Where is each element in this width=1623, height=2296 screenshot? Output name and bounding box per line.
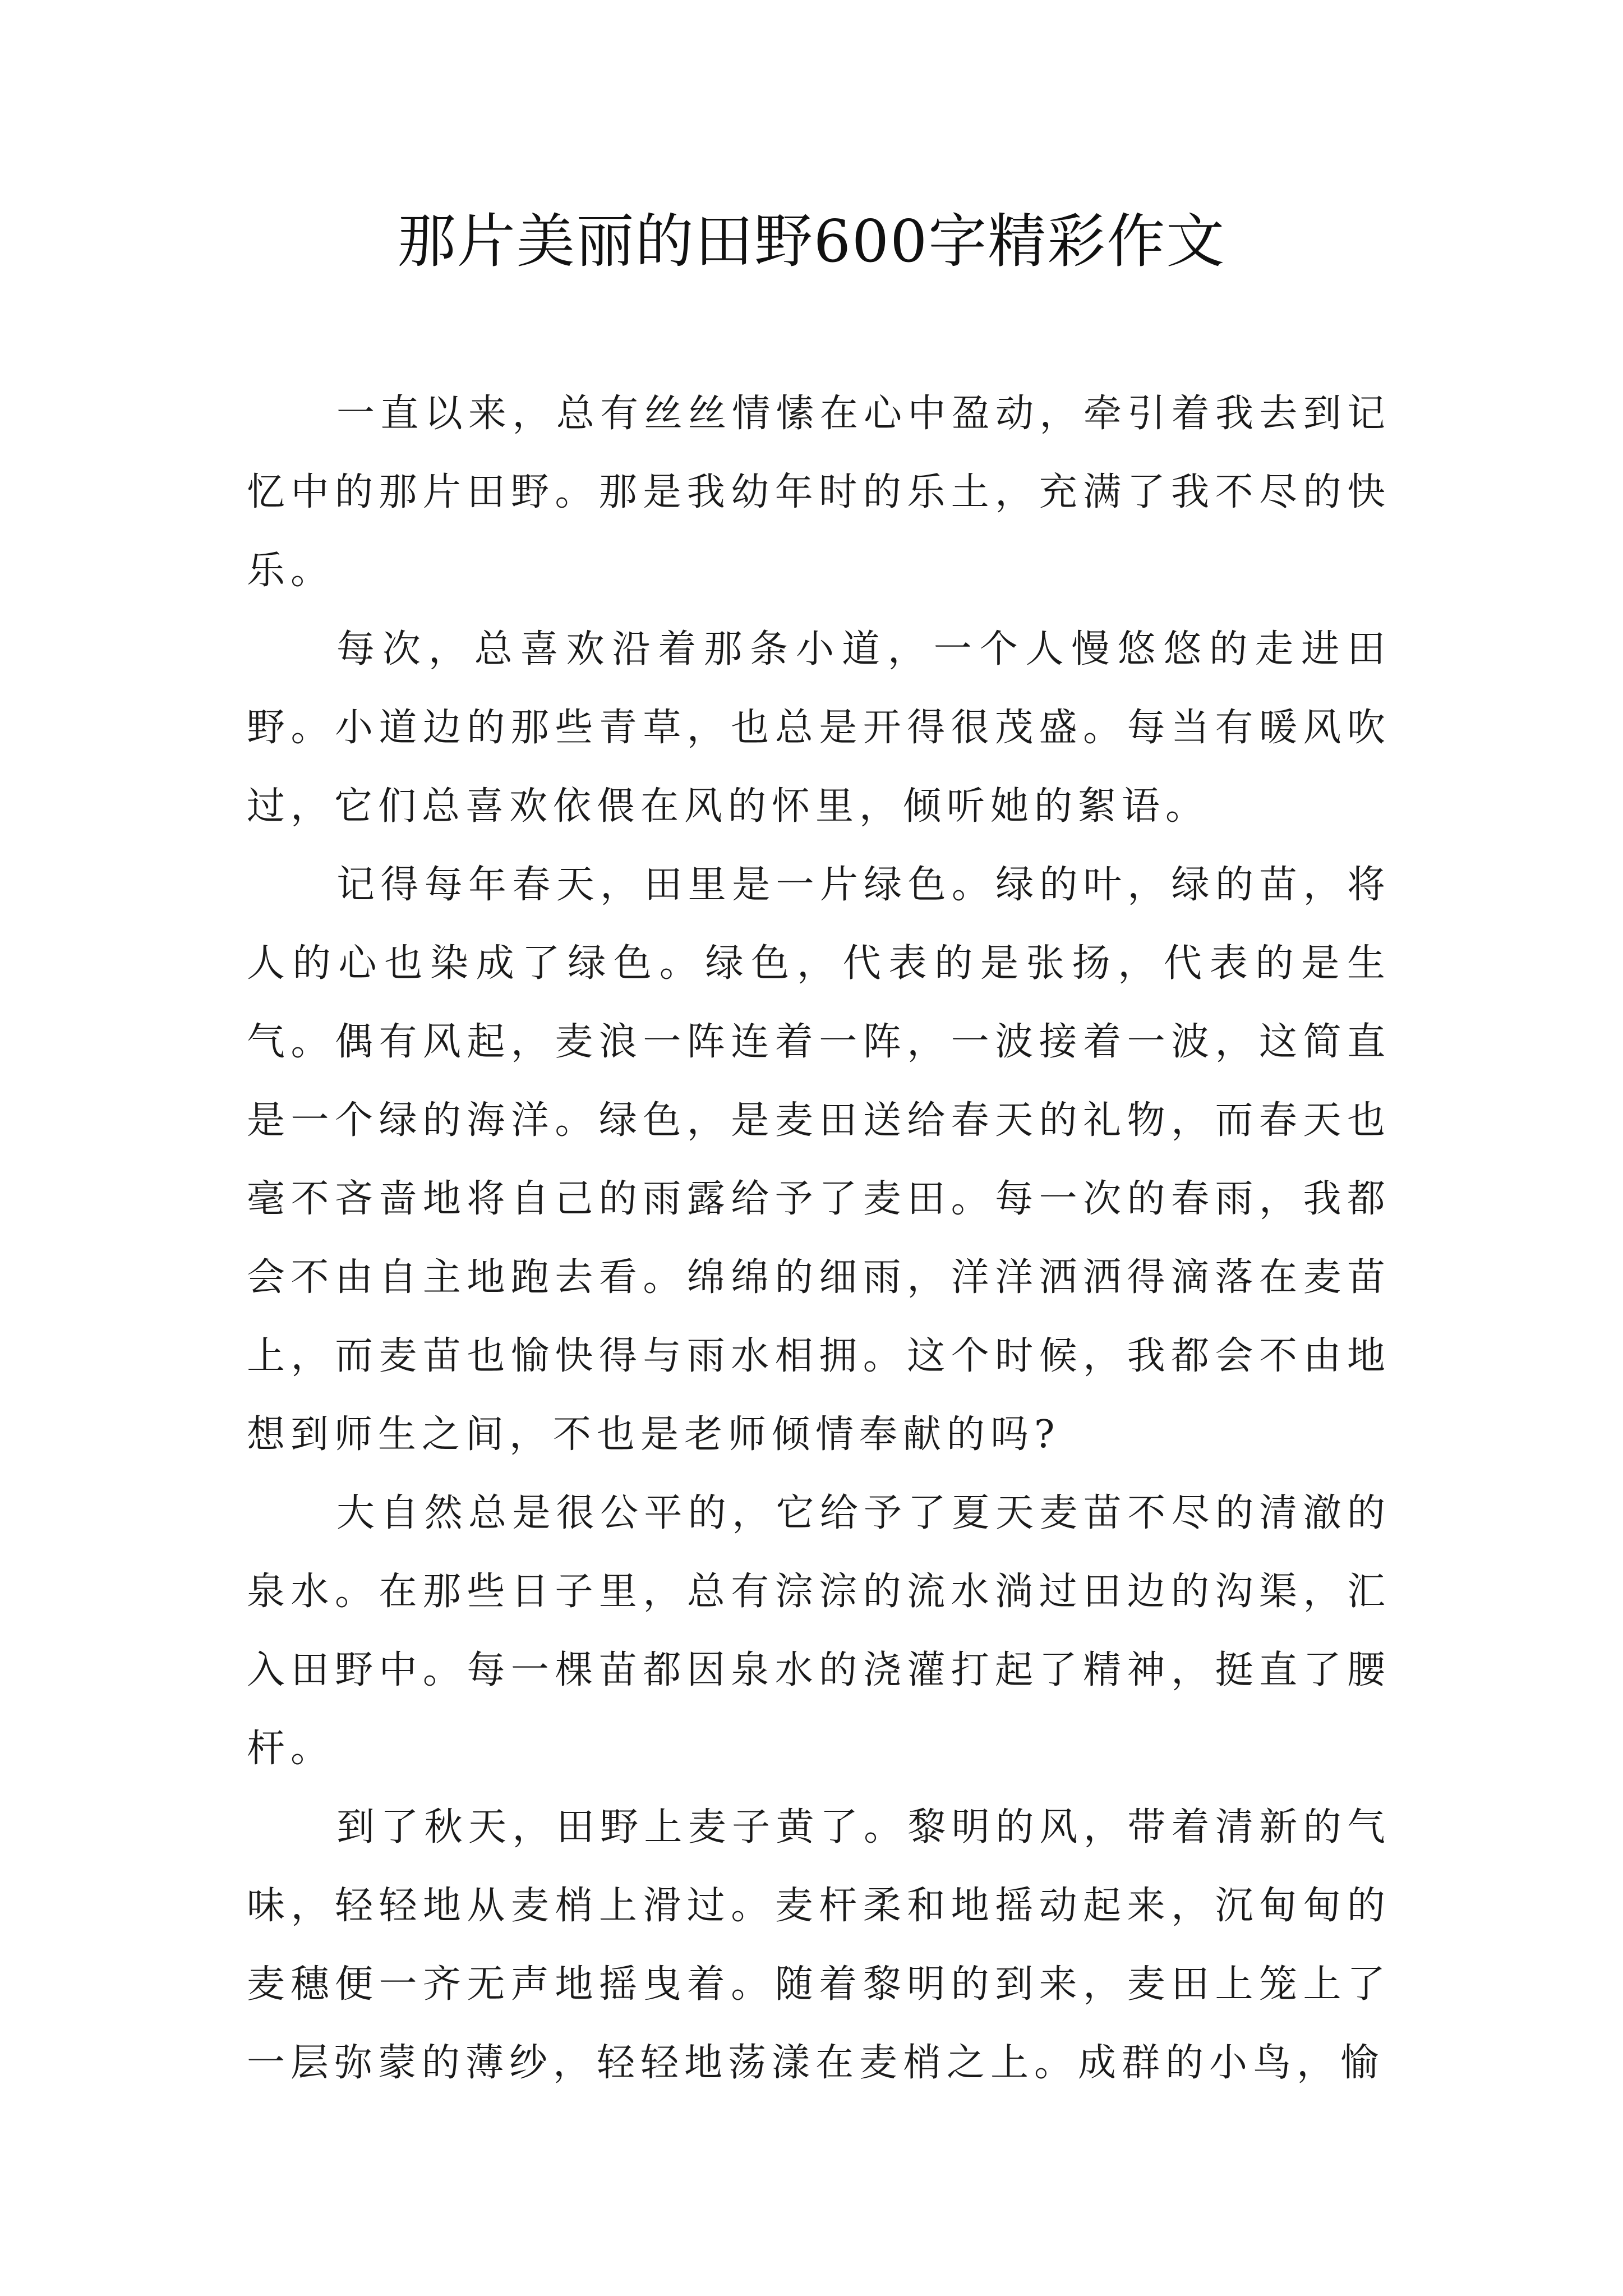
- paragraph-3: 记得每年春天，田里是一片绿色。绿的叶，绿的苗，将人的心也染成了绿色。绿色，代表的是张扬，代表的是生气。偶有风起，麦浪一阵连着一阵，一波接着一波，这简直是一个绿的海洋。绿色，是麦田送给春天的礼物，而春天也毫不吝啬地将自己的雨露给予了麦田。每一次的春雨，我都会不由自主地跑去看。绵绵的细雨，洋洋洒洒得滴落在麦苗上，而麦苗也愉快得与雨水相拥。这个时候，我都会不由地想到师生之间，不也是老师倾情奉献的吗?: [247, 863, 1391, 1457]
- essay-body: [247, 375, 1391, 2102]
- paragraph-2: 每次，总喜欢沿着那条小道，一个人慢悠悠的走进田野。小道边的那些青草，也总是开得很茂盛。每当有暖风吹过，它们总喜欢依偎在风的怀里，倾听她的絮语。: [247, 627, 1391, 829]
- paragraph-4: 大自然总是很公平的，它给予了夏天麦苗不尽的清澈的泉水。在那些日子里，总有淙淙的流水淌过田边的沟渠，汇入田野中。每一棵苗都因泉水的浇灌打起了精神，挺直了腰杆。: [247, 1491, 1391, 1771]
- document-title: 那片美丽的田野600字精彩作文: [397, 207, 1226, 275]
- paragraph-1: 一直以来，总有丝丝情愫在心中盈动，牵引着我去到记忆中的那片田野。那是我幼年时的乐土，充满了我不尽的快乐。: [247, 392, 1391, 593]
- paragraph-5: 到了秋天，田野上麦子黄了。黎明的风，带着清新的气味，轻轻地从麦梢上滑过。麦杆柔和地摇动起来，沉甸甸的麦穗便一齐无声地摇曳着。随着黎明的到来，麦田上笼上了一层弥蒙的薄纱，轻轻地荡漾在麦梢之上。成群的小鸟，愉: [247, 1805, 1391, 2085]
